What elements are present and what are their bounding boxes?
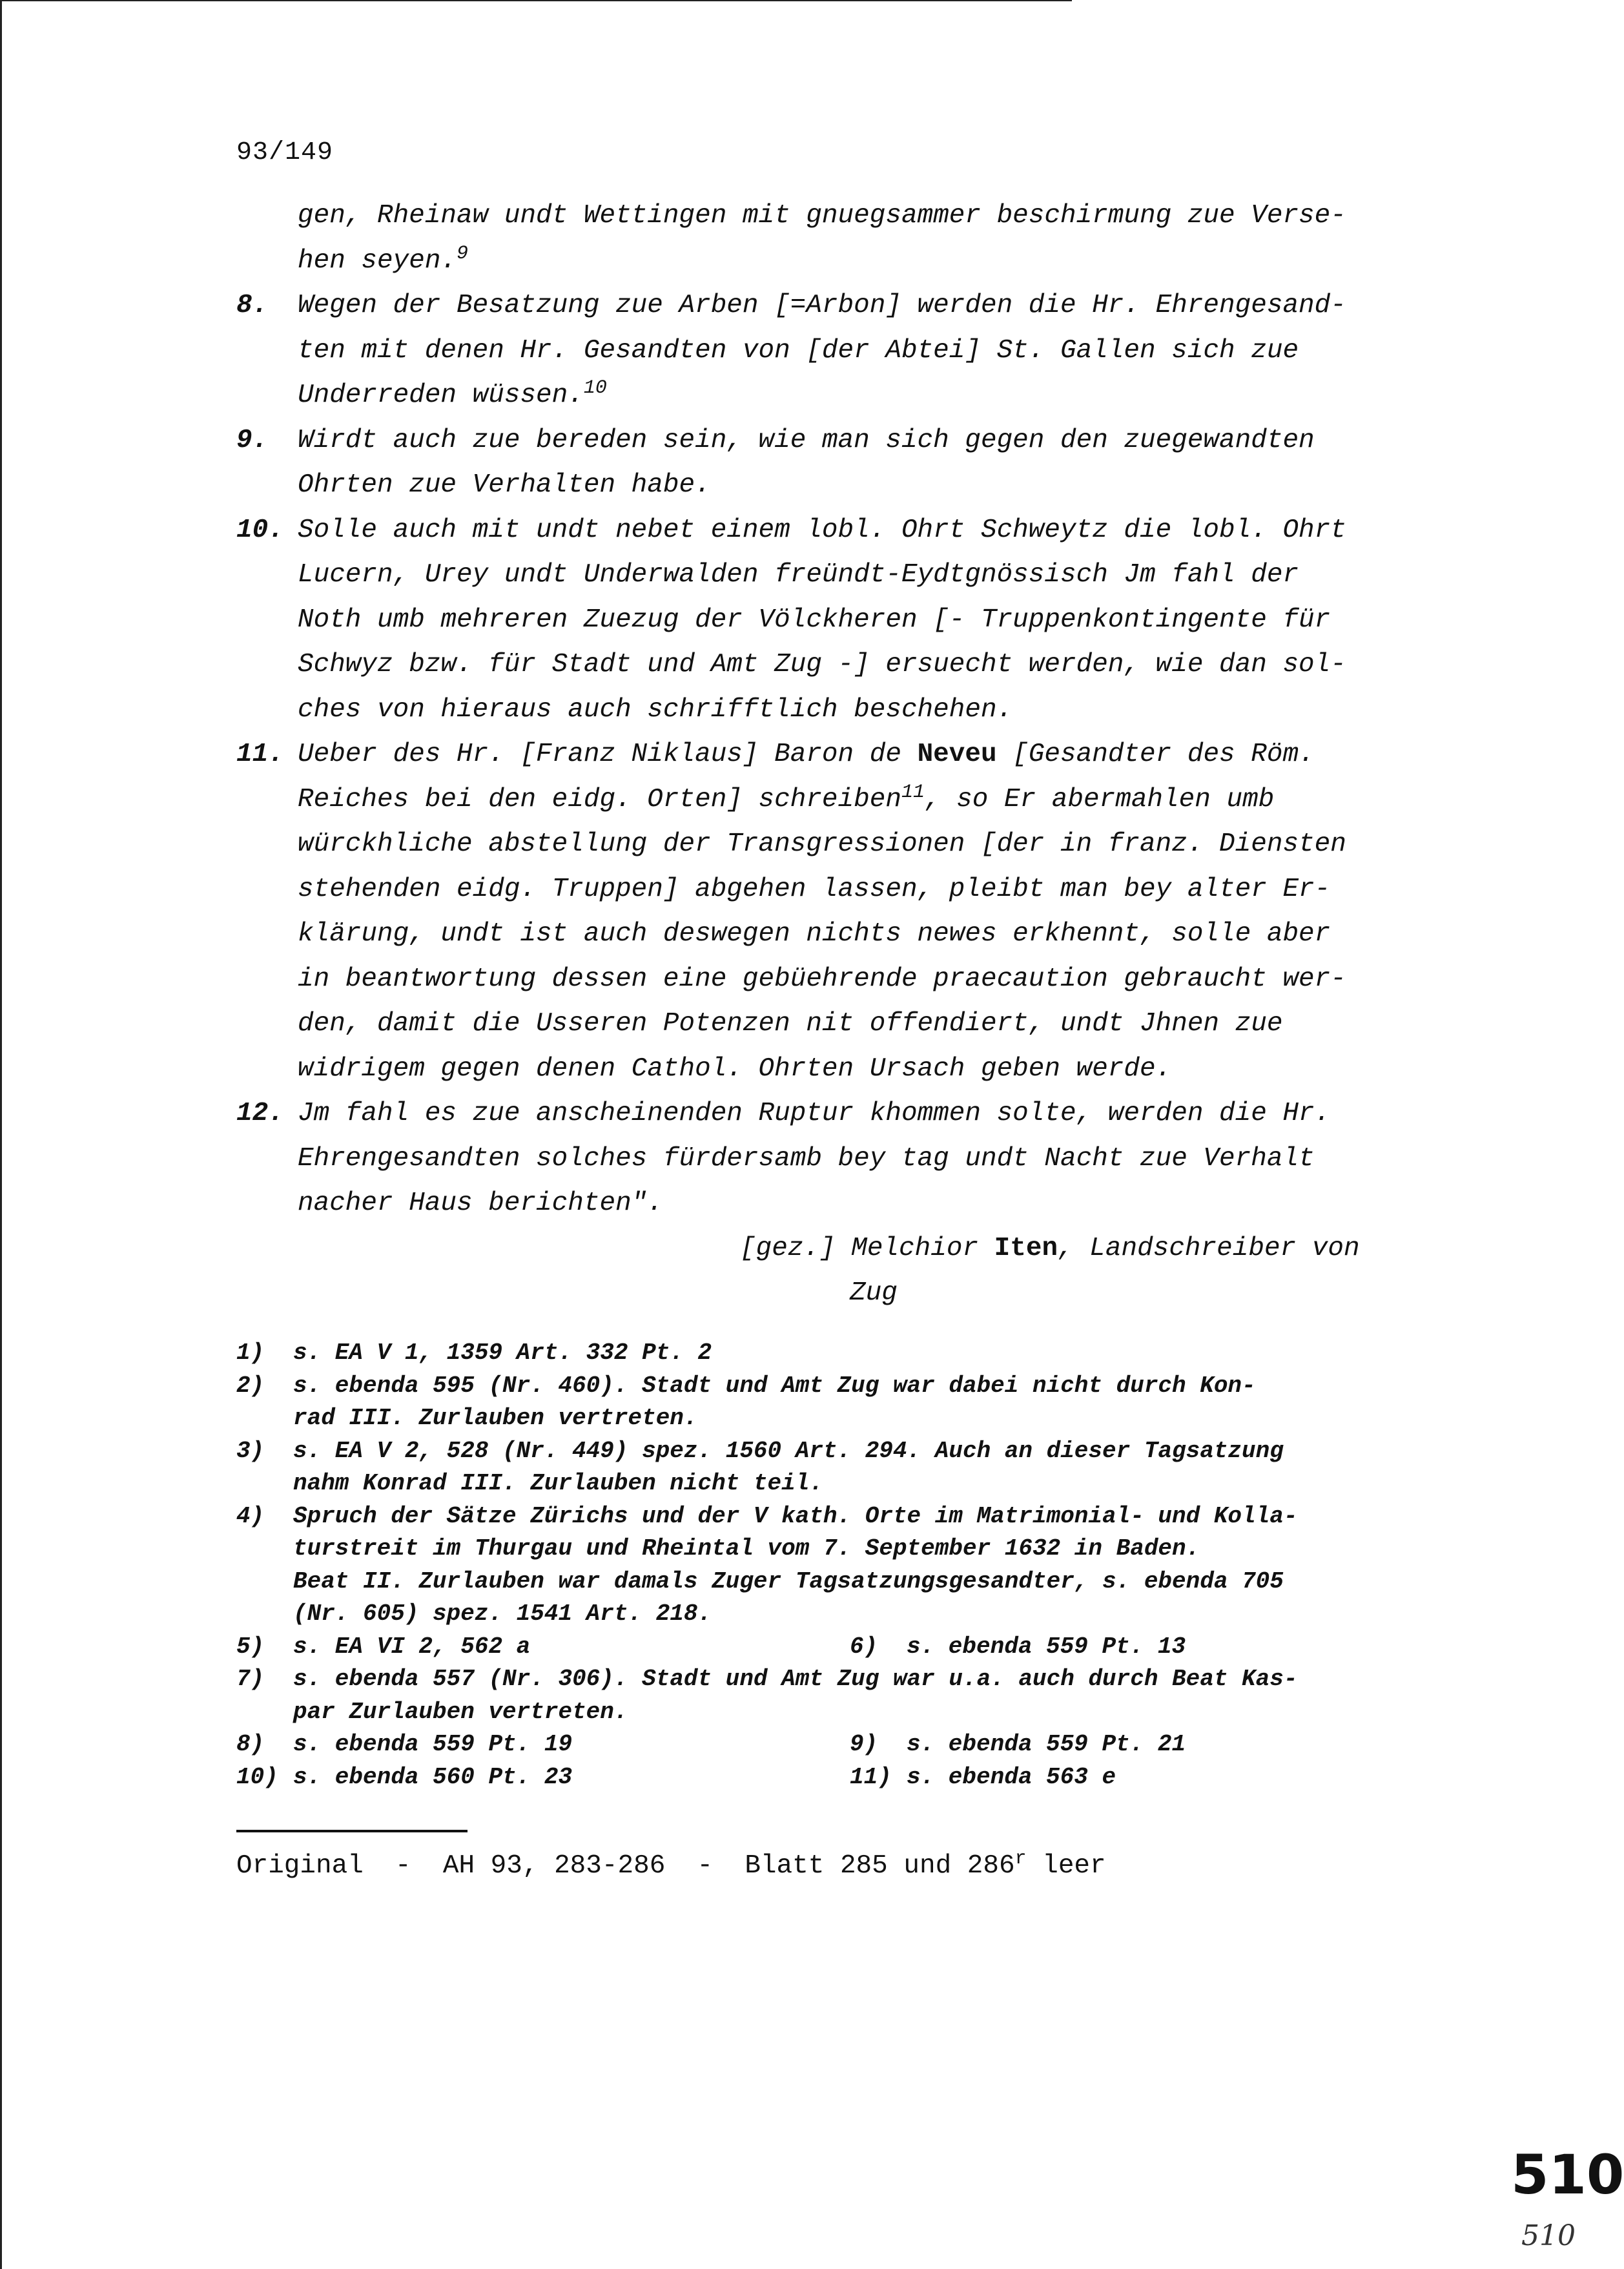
person-name-neveu: Neveu (917, 740, 997, 769)
item-line: Ohrten zue Verhalten habe. (298, 470, 711, 500)
item-line: Schwyz bzw. für Stadt und Amt Zug -] ersuecht werden, wie dan sol- (298, 650, 1346, 679)
item-line: Lucern, Urey undt Underwalden freündt-Eydtgnössisch Jm fahl der (298, 560, 1299, 590)
item-line: Ueber des Hr. [Franz Niklaus] Baron de Neveu [Gesandter des Röm. (298, 740, 1315, 769)
item-line: Underreden wüssen.$^{10}$ (298, 377, 607, 410)
page-stamp: 510 (1511, 2143, 1624, 2206)
page-left-edge (0, 0, 2, 2269)
item-number: 9. (236, 425, 269, 455)
item-line: Noth umb mehreren Zuezug der Völckheren [- Truppenkontingente für (298, 605, 1331, 635)
footnotes-8-9 (236, 1728, 1463, 1761)
signatory-name: Iten (994, 1233, 1058, 1263)
item-line: stehenden eidg. Truppen] abgehen lassen, pleibt man bey alter Er- (298, 874, 1331, 904)
footnote-10: 10) s. ebenda 560 Pt. 23 (236, 1763, 573, 1790)
item-line: Ehrengesandten solches fürdersamb bey tag undt Nacht zue Verhalt (298, 1143, 1315, 1174)
footnote-3: 3) s. EA V 2, 528 (Nr. 449) spez. 1560 Art. 294. Auch an dieser Tagsatzung nahm Konrad III. Zurlauben nicht teil. (236, 1437, 1284, 1497)
item-11 (236, 732, 1463, 1092)
footnotes (236, 1337, 1463, 1794)
item-line: ches von hieraus auch schrifftlich beschehen. (298, 694, 1013, 725)
signature-line: [gez.] Melchior Iten, Landschreiber von (740, 1233, 1360, 1263)
source-note: Original - AH 93, 283-286 - Blatt 285 und 286$^r$ leer (236, 1848, 1106, 1881)
item-9 (236, 419, 1463, 508)
footnote-8: 8) s. ebenda 559 Pt. 19 (236, 1731, 573, 1757)
footnote-7: 7) s. ebenda 557 (Nr. 306). Stadt und Amt Zug war u.a. auch durch Beat Kas- par Zurlauben vertreten. (236, 1666, 1298, 1725)
item-line: den, damit die Usseren Potenzen nit offendiert, undt Jhnen zue (298, 1009, 1283, 1039)
item-12 (236, 1092, 1463, 1227)
footnote-4: 4) Spruch der Sätze Zürichs und der V kath. Orte im Matrimonial- und Kolla- turstreit im Thurgau und Rheintal vom 7. September 1632 in Baden. Beat II. Zurlauben war damals Zuger Tagsatzungsgesandter, s. ebenda 705 (Nr. 605) spez. 1541 Art. 218. (236, 1502, 1298, 1627)
footnote-ref-9[interactable]: 9 (457, 242, 469, 265)
item-line: Reiches bei den eidg. Orten] schreiben$^{11}$, so Er abermahlen umb (298, 781, 1275, 814)
item-line: würckhliche abstellung der Transgressionen [der in franz. Diensten (298, 829, 1346, 859)
footnote-1: 1) s. EA V 1, 1359 Art. 332 Pt. 2 (236, 1340, 712, 1366)
footnote-9: 9) s. ebenda 559 Pt. 21 (850, 1731, 1186, 1757)
item-number: 8. (236, 291, 269, 320)
item-line: Solle auch mit undt nebet einem lobl. Ohrt Schweytz die lobl. Ohrt (298, 515, 1346, 545)
item-line: ten mit denen Hr. Gesandten von [der Abtei] St. Gallen sich zue (298, 335, 1299, 366)
source-divider (236, 1830, 468, 1832)
document-body (236, 194, 1463, 1316)
item-10 (236, 508, 1463, 733)
item-line: klärung, undt ist auch deswegen nichts newes erkhennt, solle aber (298, 919, 1331, 949)
item-number: 12. (236, 1099, 284, 1128)
item-number: 10. (236, 515, 284, 545)
page-identifier: 93/149 (236, 138, 334, 167)
item-line: Wirdt auch zue bereden sein, wie man sich gegen den zuegewandten (298, 425, 1315, 455)
item-8 (236, 284, 1463, 419)
signature-place: Zug (850, 1278, 898, 1308)
continuation-line-2: hen seyen.$^9$ (298, 242, 469, 276)
footnote-6: 6) s. ebenda 559 Pt. 13 (850, 1633, 1186, 1660)
footnote-5: 5) s. EA VI 2, 562 a (236, 1633, 531, 1660)
footnote-ref-10[interactable]: 10 (583, 377, 607, 399)
footnotes-10-11 (236, 1761, 1463, 1794)
pencil-annotation: 510 (1521, 2219, 1576, 2252)
item-line: Jm fahl es zue anscheinenden Ruptur khommen solte, werden die Hr. (298, 1099, 1331, 1128)
continuation-line-1: gen, Rheinaw undt Wettingen mit gnuegsammer beschirmung zue Verse- (298, 201, 1346, 231)
item-line: Wegen der Besatzung zue Arben [=Arbon] werden die Hr. Ehrengesand- (298, 291, 1346, 320)
item-line: widrigem gegen denen Cathol. Ohrten Ursach geben werde. (298, 1053, 1172, 1084)
item-number: 11. (236, 740, 284, 769)
page-top-edge (0, 0, 1072, 1)
footnotes-5-6 (236, 1631, 1463, 1664)
footnote-ref-11[interactable]: 11 (901, 781, 925, 803)
footnote-2: 2) s. ebenda 595 (Nr. 460). Stadt und Amt Zug war dabei nicht durch Kon- rad III. Zurlauben vertreten. (236, 1372, 1256, 1431)
footnote-11: 11) s. ebenda 563 e (850, 1763, 1116, 1790)
item-line: nacher Haus berichten". (298, 1188, 663, 1218)
item-line: in beantwortung dessen eine gebüehrende praecaution gebraucht wer- (298, 964, 1346, 994)
